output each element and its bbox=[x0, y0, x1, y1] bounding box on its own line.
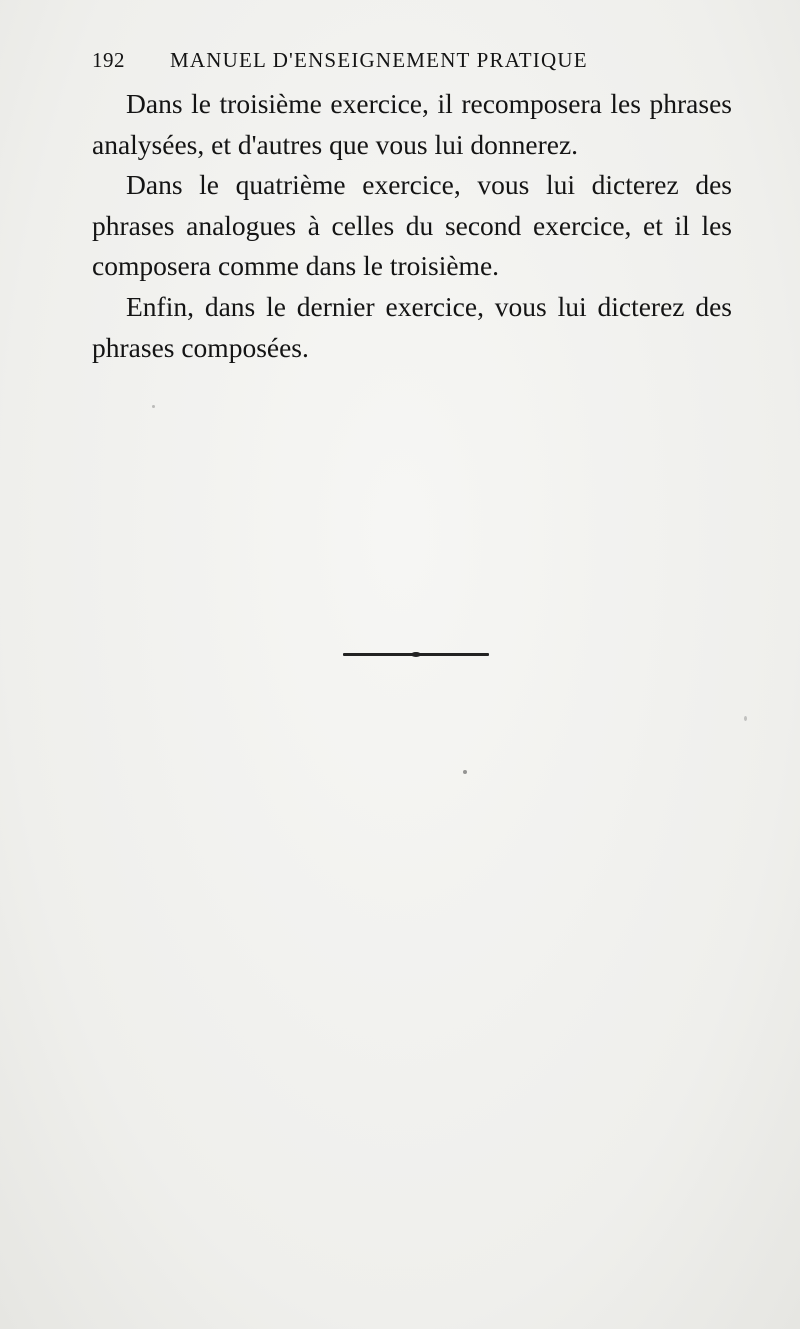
running-head bbox=[92, 48, 652, 73]
page-number: 192 bbox=[92, 48, 125, 72]
body-text bbox=[92, 84, 732, 368]
running-title: MANUEL D'ENSEIGNEMENT PRATIQUE bbox=[170, 48, 588, 72]
paragraph: Dans le quatrième exercice, vous lui dicterez des phrases analogues à celles du second exercice, et il les composera comme dans le troisième. bbox=[92, 169, 732, 282]
section-divider-rule bbox=[343, 653, 489, 656]
ink-speck bbox=[744, 716, 747, 721]
paragraph: Dans le troisième exercice, il recomposera les phrases analysées, et d'autres que vous lui donnerez. bbox=[92, 88, 732, 160]
ink-speck bbox=[152, 405, 155, 408]
paragraph: Enfin, dans le dernier exercice, vous lui dicterez des phrases composées. bbox=[92, 290, 732, 363]
ink-speck bbox=[463, 770, 467, 774]
